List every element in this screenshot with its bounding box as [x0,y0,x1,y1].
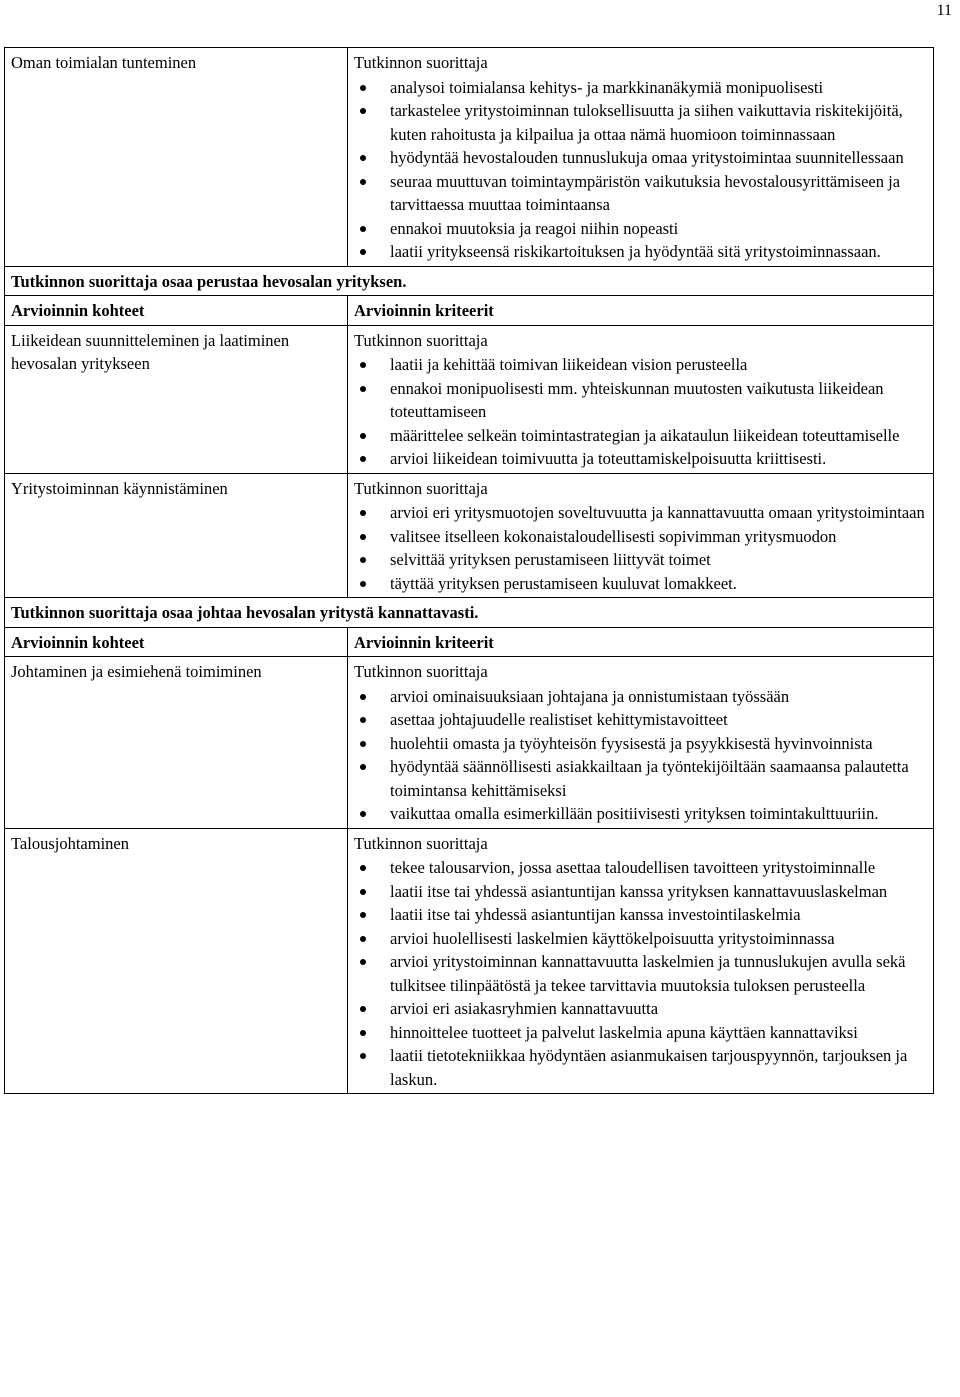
criteria-item: laatii tietotekniikkaa hyödyntäen asianmukaisen tarjouspyynnön, tarjouksen ja laskun. [390,1044,927,1091]
header-row [5,627,934,657]
criteria-item: hyödyntää säännöllisesti asiakkailtaan ja työntekijöiltään saamaansa palautetta toimintansa kehittämiseksi [390,755,927,802]
column-header-criteria: Arvioinnin kriteerit [348,296,934,326]
criteria-item: arvioi yritystoiminnan kannattavuutta laskelmien ja tunnuslukujen avulla sekä tulkitsee tilinpäätöstä ja tekee tarvittavia muutoksia tuloksen perusteella [390,950,927,997]
assessment-target: Talousjohtaminen [5,828,348,1094]
criteria-item: laatii yritykseensä riskikartoituksen ja hyödyntää sitä yritystoiminnassaan. [390,240,927,264]
criteria-item: hyödyntää hevostalouden tunnuslukuja omaa yritystoimintaa suunnitellessaan [390,146,927,170]
criteria-row [5,473,934,598]
criteria-item: valitsee itselleen kokonaistaloudellisesti sopivimman yritysmuodon [390,525,927,549]
assessment-target: Oman toimialan tunteminen [5,48,348,267]
section-heading: Tutkinnon suorittaja osaa johtaa hevosalan yritystä kannattavasti. [5,598,934,628]
criteria-item: tekee talousarvion, jossa asettaa taloudellisen tavoitteen yritystoiminnalle [390,856,927,880]
criteria-item: laatii itse tai yhdessä asiantuntijan kanssa yrityksen kannattavuuslaskelman [390,880,927,904]
section-heading: Tutkinnon suorittaja osaa perustaa hevosalan yrityksen. [5,266,934,296]
assessment-criteria [348,473,934,598]
criteria-intro: Tutkinnon suorittaja [354,53,488,72]
criteria-item: arvioi ominaisuuksiaan johtajana ja onnistumistaan työssään [390,685,927,709]
assessment-criteria [348,828,934,1094]
assessment-criteria [348,48,934,267]
criteria-list [354,685,927,826]
assessment-criteria [348,325,934,473]
criteria-item: selvittää yrityksen perustamiseen liittyvät toimet [390,548,927,572]
page-number: 11 [936,2,952,19]
criteria-item: huolehtii omasta ja työyhteisön fyysisestä ja psyykkisestä hyvinvoinnista [390,732,927,756]
assessment-target: Johtaminen ja esimiehenä toimiminen [5,657,348,829]
criteria-item: vaikuttaa omalla esimerkillään positiivisesti yrityksen toimintakulttuuriin. [390,802,927,826]
criteria-item: seuraa muuttuvan toimintaympäristön vaikutuksia hevostalousyrittämiseen ja tarvittaessa muuttaa toimintaansa [390,170,927,217]
criteria-item: arvioi eri yritysmuotojen soveltuvuutta ja kannattavuutta omaan yritystoimintaan [390,501,927,525]
criteria-list [354,76,927,264]
assessment-table [4,47,934,1094]
criteria-row [5,325,934,473]
criteria-item: laatii ja kehittää toimivan liikeidean vision perusteella [390,353,927,377]
criteria-item: asettaa johtajuudelle realistiset kehittymistavoitteet [390,708,927,732]
section-row [5,266,934,296]
criteria-item: analysoi toimialansa kehitys- ja markkinanäkymiä monipuolisesti [390,76,927,100]
column-header-targets: Arvioinnin kohteet [5,296,348,326]
criteria-list [354,353,927,471]
criteria-row [5,828,934,1094]
criteria-intro: Tutkinnon suorittaja [354,330,488,350]
column-header-criteria: Arvioinnin kriteerit [348,627,934,657]
criteria-item: arvioi liikeidean toimivuutta ja toteuttamiskelpoisuutta kriittisesti. [390,447,927,471]
criteria-item: määrittelee selkeän toimintastrategian ja aikataulun liikeidean toteuttamiselle [390,424,927,448]
criteria-row [5,48,934,267]
criteria-item: hinnoittelee tuotteet ja palvelut laskelmia apuna käyttäen kannattaviksi [390,1021,927,1045]
criteria-item: ennakoi muutoksia ja reagoi niihin nopeasti [390,217,927,241]
criteria-item: arvioi huolellisesti laskelmien käyttökelpoisuutta yritystoiminnassa [390,927,927,951]
column-header-targets: Arvioinnin kohteet [5,627,348,657]
criteria-list [354,501,927,595]
criteria-intro: Tutkinnon suorittaja [354,662,488,681]
criteria-item: laatii itse tai yhdessä asiantuntijan kanssa investointilaskelmia [390,903,927,927]
assessment-target: Yritystoiminnan käynnistäminen [5,473,348,598]
header-row [5,296,934,326]
criteria-item: arvioi eri asiakasryhmien kannattavuutta [390,997,927,1021]
criteria-item: täyttää yrityksen perustamiseen kuuluvat lomakkeet. [390,572,927,596]
assessment-target: Liikeidean suunnitteleminen ja laatiminen hevosalan yritykseen [5,325,348,473]
criteria-row [5,657,934,829]
assessment-criteria [348,657,934,829]
section-row [5,598,934,628]
criteria-intro: Tutkinnon suorittaja [354,833,488,853]
criteria-item: tarkastelee yritystoiminnan tuloksellisuutta ja siihen vaikuttavia riskitekijöitä, kuten rahoitusta ja kilpailua ja ottaa nämä huomioon toiminnassaan [390,99,927,146]
criteria-intro: Tutkinnon suorittaja [354,478,488,498]
criteria-list [354,856,927,1091]
criteria-item: ennakoi monipuolisesti mm. yhteiskunnan muutosten vaikutusta liikeidean toteuttamiseen [390,377,927,424]
